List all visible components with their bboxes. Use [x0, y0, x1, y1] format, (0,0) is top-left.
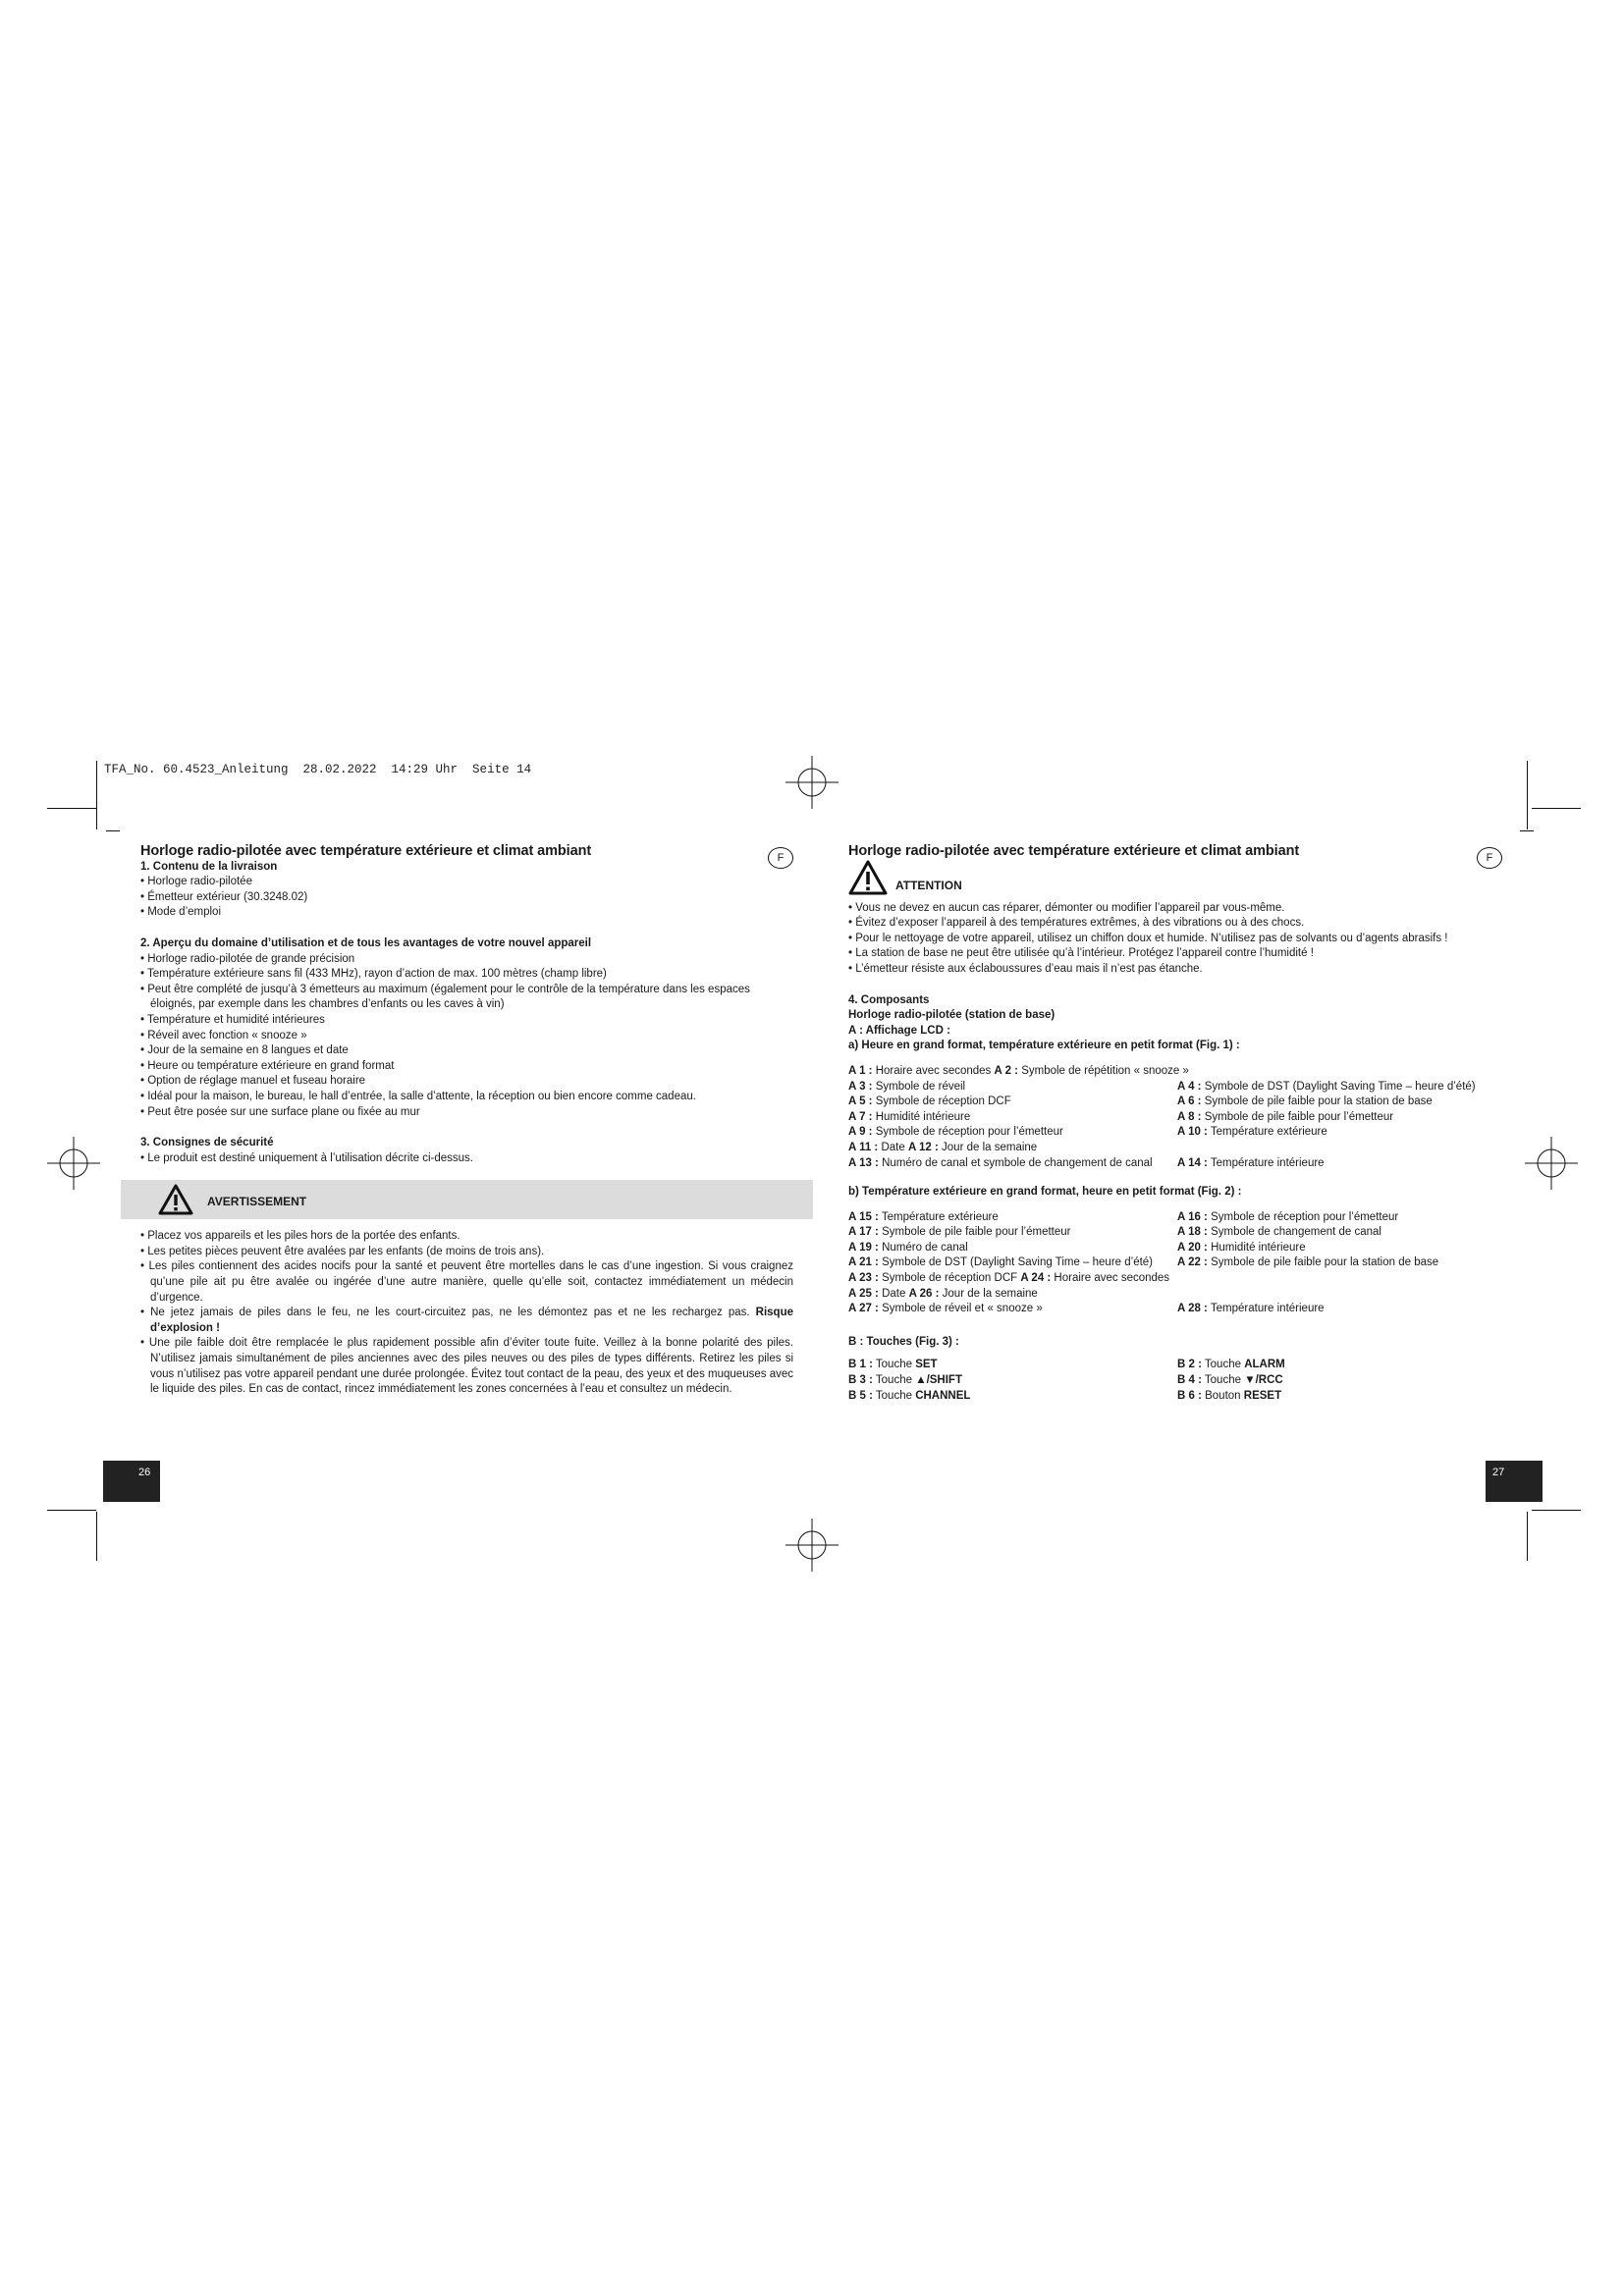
list-item: • Peut être posée sur une surface plane ou fixée au mur — [140, 1105, 420, 1118]
legend-item: A 10 : Température extérieure — [1177, 1126, 1327, 1139]
right-page — [848, 844, 1496, 1404]
safety-text: • Le produit est destiné uniquement à l’utilisation décrite ci-dessus. — [140, 1151, 473, 1164]
list-item: • L’émetteur résiste aux éclaboussures d’eau mais il n’est pas étanche. — [848, 962, 1203, 975]
display-a-legend — [848, 1064, 1496, 1171]
legend-line: A 1 : Horaire avec secondes A 2 : Symbole de répétition « snooze » — [848, 1064, 1189, 1077]
contents-list — [140, 875, 793, 921]
list-item: • Heure ou température extérieure en grand format — [140, 1059, 395, 1072]
legend-item: A 20 : Humidité intérieure — [1177, 1241, 1306, 1254]
list-item: • Les petites pièces peuvent être avalées par les enfants (de moins de trois ans). — [140, 1245, 545, 1257]
subheading-keys: B : Touches (Fig. 3) : — [848, 1335, 959, 1348]
display-b-legend — [848, 1210, 1496, 1317]
legend-item: A 21 : Symbole de DST (Daylight Saving Time – heure d’été) — [848, 1256, 1154, 1269]
legend-item: A 13 : Numéro de canal et symbole de changement de canal — [848, 1156, 1153, 1169]
registration-mark-left — [47, 1137, 100, 1190]
legend-item: A 6 : Symbole de pile faible pour la station de base — [1177, 1095, 1433, 1108]
legend-grid — [848, 1210, 1496, 1271]
list-item: • Jour de la semaine en 8 langues et date — [140, 1044, 349, 1057]
attention-header — [848, 860, 1496, 897]
legend-item: A 17 : Symbole de pile faible pour l’émetteur — [848, 1226, 1071, 1239]
key-item: B 2 : Touche ALARM — [1177, 1359, 1285, 1371]
section-heading-components: 4. Composants — [848, 993, 930, 1006]
list-item: • Température et humidité intérieures — [140, 1013, 325, 1026]
section-heading-safety: 3. Consignes de sécurité — [140, 1137, 274, 1149]
explosion-risk: Risque d’explosion ! — [150, 1307, 793, 1334]
warning-bar — [121, 1180, 813, 1219]
subheading-base-station: Horloge radio-pilotée (station de base) — [848, 1009, 1056, 1022]
page-number-left: 26 — [103, 1461, 160, 1502]
list-item: • Température extérieure sans fil (433 MHz), rayon d’action de max. 100 mètres (champ libre) — [140, 968, 607, 981]
legend-item: A 18 : Symbole de changement de canal — [1177, 1226, 1381, 1239]
list-item: • Peut être complété de jusqu’à 3 émetteurs au maximum (également pour le contrôle de la température dans les espaces éloignés, par exemple dans les chambres d’enfants ou les caves à vin) — [140, 983, 750, 1011]
registration-mark-top — [785, 756, 839, 809]
page-title: Horloge radio-pilotée avec température extérieure et climat ambiant — [140, 843, 592, 859]
legend-grid — [848, 1302, 1496, 1317]
list-item: • Une pile faible doit être remplacée le plus rapidement possible afin d’éviter toute fuite. Veillez à la bonne polarité des piles. N’utilisez jamais simultanément de piles anciennes avec des piles neuves ou des piles de types différents. Retirez les piles si vous n’utilisez pas votre appareil pendant une durée prolongée. Évitez tout contact de la peau, des yeux et des muqueuses avec le liquide des piles. En cas de contact, rincez immédiatement les zones concernées à l’eau et consultez un médecin. — [140, 1337, 793, 1396]
legend-line: A 25 : Date A 26 : Jour de la semaine — [848, 1287, 1038, 1300]
list-item: • La station de base ne peut être utilisée qu’à l’intérieur. Protégez l’appareil contre l’humidité ! — [848, 947, 1314, 960]
list-item: • Placez vos appareils et les piles hors de la portée des enfants. — [140, 1230, 460, 1243]
section-heading-contents: 1. Contenu de la livraison — [140, 860, 278, 873]
legend-line: A 23 : Symbole de réception DCF A 24 : Horaire avec secondes — [848, 1272, 1170, 1285]
key-item: B 1 : Touche SET — [848, 1359, 938, 1371]
left-page — [140, 844, 793, 1398]
list-item: • Pour le nettoyage de votre appareil, utilisez un chiffon doux et humide. N’utilisez pas de solvants ou d’agents abrasifs ! — [848, 932, 1448, 944]
list-item: • Horloge radio-pilotée — [140, 876, 252, 888]
legend-item: A 8 : Symbole de pile faible pour l’émetteur — [1177, 1110, 1394, 1123]
warning-triangle-icon — [848, 860, 888, 895]
legend-item: A 27 : Symbole de réveil et « snooze » — [848, 1303, 1043, 1315]
legend-item: A 28 : Température intérieure — [1177, 1303, 1325, 1315]
features-list — [140, 952, 793, 1121]
legend-item: A 14 : Température intérieure — [1177, 1156, 1325, 1169]
legend-item: A 9 : Symbole de réception pour l’émetteur — [848, 1126, 1063, 1139]
page-title: Horloge radio-pilotée avec température extérieure et climat ambiant — [848, 843, 1300, 859]
legend-item: A 15 : Température extérieure — [848, 1210, 999, 1223]
language-badge: F — [768, 847, 793, 869]
page-number-right: 27 — [1486, 1461, 1543, 1502]
legend-item: A 19 : Numéro de canal — [848, 1241, 968, 1254]
legend-item: A 5 : Symbole de réception DCF — [848, 1095, 1011, 1108]
warning-triangle-icon — [158, 1184, 193, 1215]
legend-item: A 16 : Symbole de réception pour l’émetteur — [1177, 1210, 1399, 1223]
warning-label: AVERTISSEMENT — [207, 1195, 307, 1209]
subheading-display-a: a) Heure en grand format, température extérieure en petit format (Fig. 1) : — [848, 1040, 1240, 1052]
keys-legend — [848, 1358, 1496, 1404]
key-item: B 5 : Touche CHANNEL — [848, 1389, 971, 1402]
subheading-lcd: A : Affichage LCD : — [848, 1024, 950, 1037]
section-heading-overview: 2. Aperçu du domaine d’utilisation et de tous les avantages de votre nouvel appareil — [140, 936, 592, 949]
list-item: • Ne jetez jamais de piles dans le feu, ne les court-circuitez pas, ne les démontez pas et ne les rechargez pas. Risque d’explosion ! — [140, 1307, 793, 1334]
list-item: • Vous ne devez en aucun cas réparer, démonter ou modifier l’appareil par vous-même. — [848, 901, 1285, 914]
list-item: • Idéal pour la maison, le bureau, le hall d’entrée, la salle d’attente, la réception ou bien encore comme cadeau. — [140, 1090, 696, 1102]
key-item: B 4 : Touche ▼/RCC — [1177, 1374, 1283, 1387]
key-item: B 3 : Touche ▲/SHIFT — [848, 1374, 962, 1387]
language-badge: F — [1477, 847, 1502, 869]
legend-item: A 22 : Symbole de pile faible pour la station de base — [1177, 1256, 1439, 1269]
list-item: • Réveil avec fonction « snooze » — [140, 1029, 307, 1041]
legend-item: A 7 : Humidité intérieure — [848, 1110, 971, 1123]
legend-line: A 11 : Date A 12 : Jour de la semaine — [848, 1141, 1038, 1153]
list-item: • Évitez d’exposer l’appareil à des températures extrêmes, à des vibrations ou à des chocs. — [848, 917, 1305, 930]
print-slug: TFA_No. 60.4523_Anleitung 28.02.2022 14:29 Uhr Seite 14 — [104, 763, 532, 776]
legend-grid — [848, 1080, 1496, 1141]
legend-item: A 4 : Symbole de DST (Daylight Saving Time – heure d’été) — [1177, 1080, 1476, 1093]
attention-label: ATTENTION — [895, 878, 962, 892]
list-item: • Option de réglage manuel et fuseau horaire — [140, 1075, 366, 1088]
registration-mark-right — [1525, 1137, 1578, 1190]
key-item: B 6 : Bouton RESET — [1177, 1389, 1282, 1402]
list-item: • Mode d’emploi — [140, 906, 222, 919]
list-item: • Horloge radio-pilotée de grande précision — [140, 952, 355, 965]
subheading-display-b: b) Température extérieure en grand format, heure en petit format (Fig. 2) : — [848, 1186, 1242, 1199]
list-item: • Émetteur extérieur (30.3248.02) — [140, 890, 308, 903]
legend-grid — [848, 1156, 1496, 1172]
warning-list — [140, 1229, 793, 1398]
list-item: • Les piles contiennent des acides nocifs pour la santé et peuvent être mortelles dans le cas d’une ingestion. Si vous craignez qu’une pile ait pu être avalée ou ingérée d’une autre manière, quelle qu’elle soit, contactez immédiatement un médecin d’urgence. — [140, 1260, 793, 1304]
legend-item: A 3 : Symbole de réveil — [848, 1080, 966, 1093]
attention-list — [848, 901, 1496, 978]
registration-mark-bottom — [785, 1519, 839, 1572]
